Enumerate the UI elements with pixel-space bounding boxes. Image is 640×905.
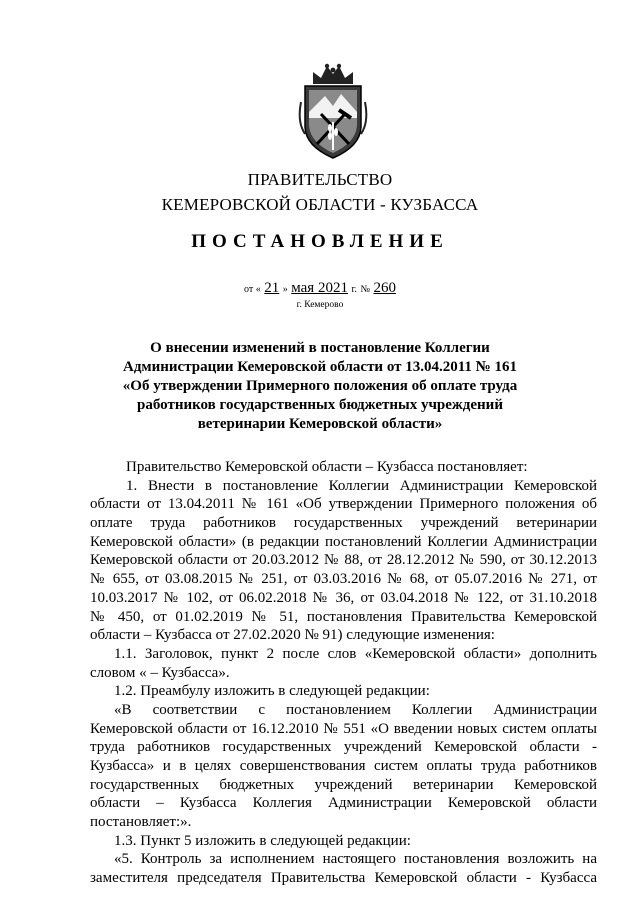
body-line: 1.3. Пункт 5 изложить в следующей редакции: bbox=[114, 832, 411, 849]
body-line: области от 13.04.2011 № 161 «Об утверждении Примерного положения об bbox=[90, 496, 597, 513]
document-dateline bbox=[0, 280, 640, 297]
document-subject bbox=[100, 339, 540, 434]
coat-of-arms-icon bbox=[295, 62, 371, 160]
date-prefix: от « bbox=[244, 284, 261, 295]
document-body bbox=[90, 458, 597, 888]
body-line: области – Кузбасса Коллегия Администрации Кемеровской области bbox=[90, 795, 597, 812]
body-line: труда работников государственных учреждений Кемеровской области - bbox=[90, 739, 597, 756]
body-line: словом « – Кузбасса». bbox=[90, 664, 230, 681]
date-day: 21 bbox=[264, 280, 280, 296]
body-line: № 655, от 03.08.2015 № 251, от 03.03.2016 № 68, от 05.07.2016 № 271, от bbox=[90, 571, 597, 588]
body-line: «5. Контроль за исполнением настоящего постановления возложить на bbox=[114, 851, 597, 868]
body-line: 1.1. Заголовок, пункт 2 после слов «Кемеровской области» дополнить bbox=[114, 645, 597, 662]
body-line: 10.03.2017 № 102, от 06.02.2018 № 36, от 03.04.2018 № 122, от 31.10.2018 bbox=[90, 589, 597, 606]
body-line: Правительство Кемеровской области – Кузбасса постановляет: bbox=[126, 459, 528, 475]
body-line: государственных бюджетных учреждений ветеринарии Кемеровской bbox=[90, 776, 597, 793]
date-month-year: мая 2021 bbox=[291, 280, 348, 296]
body-line: заместителя председателя Правительства Кемеровской области - Кузбасса bbox=[90, 870, 597, 887]
number-sign: № bbox=[360, 284, 370, 295]
date-year-suffix: г. bbox=[351, 284, 357, 295]
body-line: «В соответствии с постановлением Коллегии Администрации bbox=[114, 701, 597, 718]
body-line: Кузбасса» и в целях совершенствования систем оплаты труда работников bbox=[90, 758, 597, 774]
body-line: постановляет:». bbox=[90, 814, 192, 831]
body-line: № 450, от 01.02.2019 № 51, постановления Правительства Кемеровской bbox=[90, 608, 597, 625]
document-type: ПОСТАНОВЛЕНИЕ bbox=[191, 231, 449, 252]
government-title: ПРАВИТЕЛЬСТВО bbox=[247, 170, 393, 189]
body-line: оплате труда работников государственных учреждений ветеринарии bbox=[90, 515, 597, 532]
document-city: г. Кемерово bbox=[296, 300, 344, 310]
body-line: Кемеровской области от 16.12.2010 № 551 «О введении новых систем оплаты bbox=[90, 720, 597, 737]
body-line: 1.2. Преамбулу изложить в следующей редакции: bbox=[114, 683, 430, 700]
body-line: 1. Внести в постановление Коллегии Администрации Кемеровской bbox=[126, 477, 597, 494]
government-region: КЕМЕРОВСКОЙ ОБЛАСТИ - КУЗБАССА bbox=[161, 195, 479, 214]
date-sep: » bbox=[282, 284, 288, 295]
body-line: Кемеровской области» (в редакции постановлений Коллегии Администрации bbox=[90, 533, 597, 550]
subject-line: ветеринарии Кемеровской области» bbox=[197, 416, 443, 432]
body-line: области – Кузбасса от 27.02.2020 № 91) следующие изменения: bbox=[90, 627, 495, 644]
subject-line: Администрации Кемеровской области от 13.04.2011 № 161 bbox=[122, 359, 517, 375]
subject-line: О внесении изменений в постановление Коллегии bbox=[150, 340, 490, 356]
body-line: Кемеровской области от 20.03.2012 № 88, от 28.12.2012 № 590, от 30.12.2013 bbox=[90, 552, 597, 569]
document-number: 260 bbox=[373, 280, 396, 296]
subject-line: работников государственных бюджетных учреждений bbox=[137, 397, 503, 413]
subject-line: «Об утверждении Примерного положения об оплате труда bbox=[122, 378, 518, 394]
